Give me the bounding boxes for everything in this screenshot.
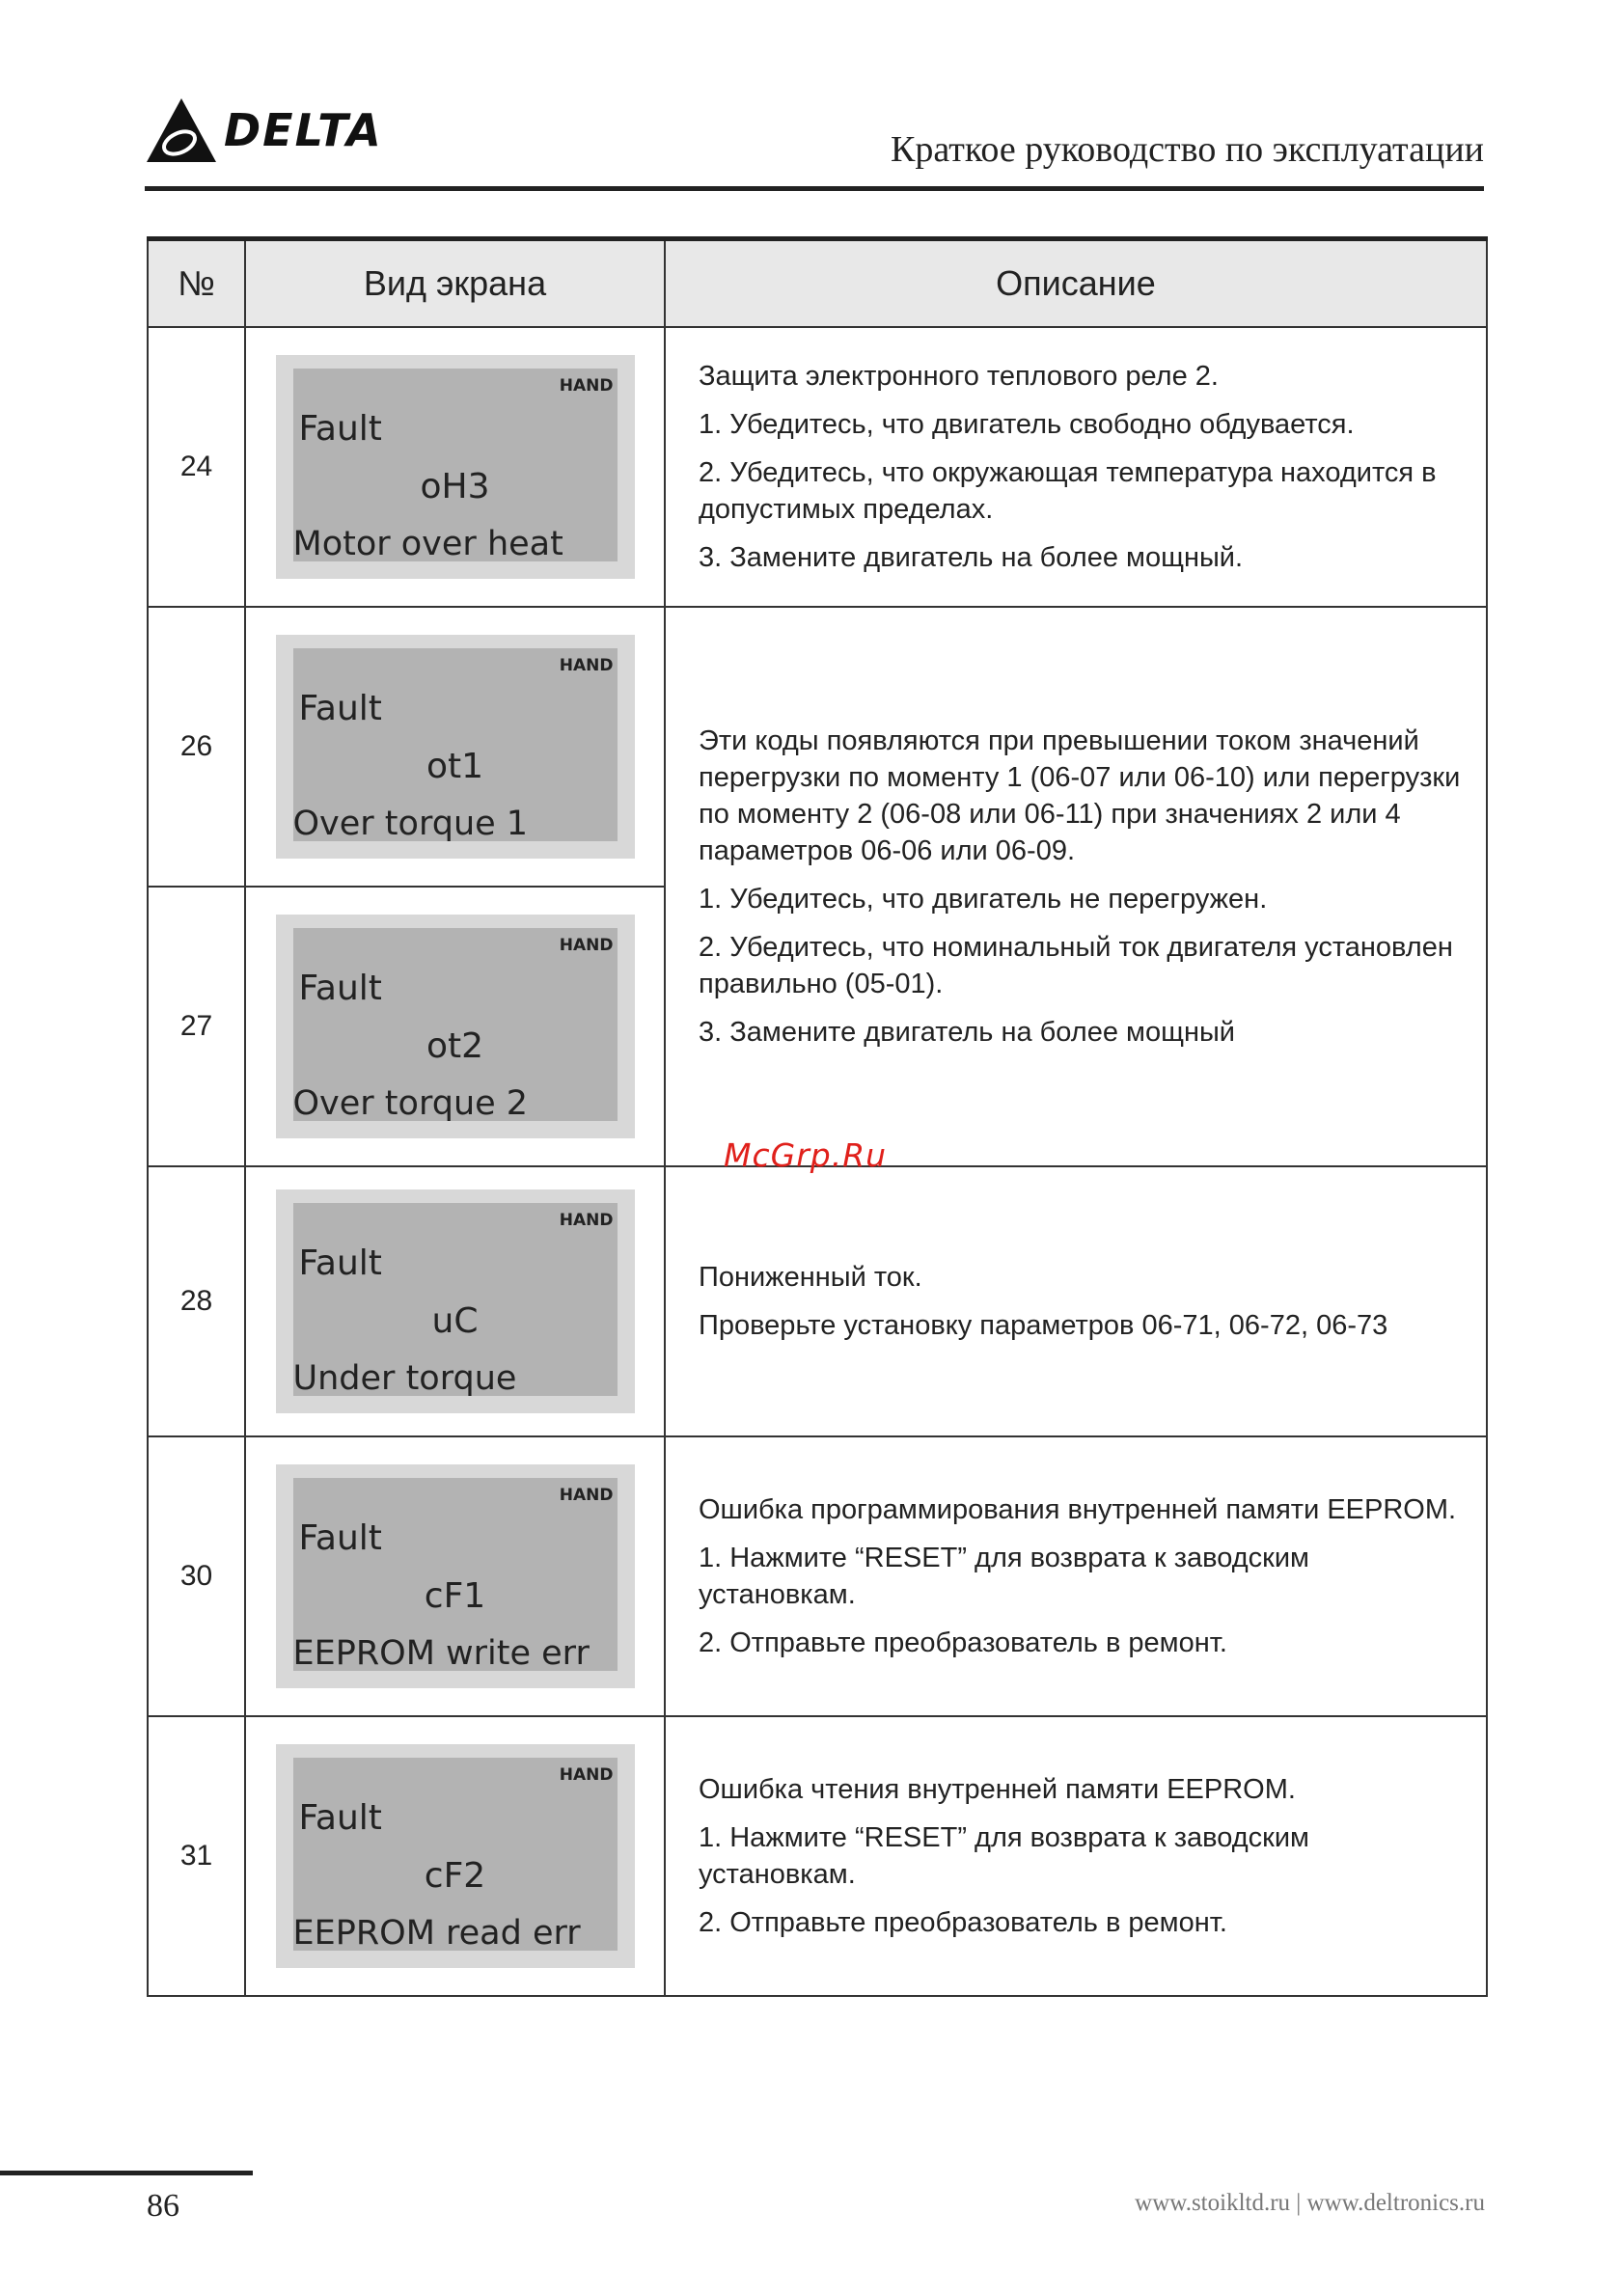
lcd-line-3: Over torque 2	[292, 1084, 529, 1123]
row-number: 30	[148, 1436, 245, 1716]
row-number: 26	[148, 607, 245, 887]
hand-indicator: HAND	[559, 936, 614, 955]
table-header-row	[148, 239, 1487, 328]
hand-indicator: HAND	[559, 656, 614, 675]
description-cell	[665, 607, 1487, 1166]
description-step: 1. Убедитесь, что двигатель не перегружен.	[699, 884, 1268, 915]
table-row	[148, 607, 1487, 887]
description-text: Ошибка программирования внутренней памяти EEPROM.	[699, 1494, 1457, 1525]
lcd-fault-code: ot2	[426, 1026, 484, 1066]
screen-cell	[245, 327, 665, 607]
screen-cell	[245, 1166, 665, 1436]
lcd-line-3: Under torque	[292, 1359, 517, 1398]
table-row	[148, 1436, 1487, 1716]
description-step: 1. Убедитесь, что двигатель свободно обдувается.	[699, 409, 1355, 440]
hand-indicator: HAND	[559, 1211, 614, 1230]
delta-triangle-icon	[145, 96, 218, 164]
row-number: 24	[148, 327, 245, 607]
description-step: 3. Замените двигатель на более мощный.	[699, 542, 1244, 573]
description-text: Ошибка чтения внутренней памяти EEPROM.	[699, 1774, 1296, 1805]
description-text: Эти коды появляются при превышении током значений перегрузки по моменту 1 (06-07 или 06-10) или перегрузки по моменту 2 (06-08 или 06-11) при значениях 2 или 4 параметров 06-06 или 06-09.	[699, 725, 1461, 866]
description-text: Пониженный ток.	[699, 1262, 922, 1293]
table-row	[148, 327, 1487, 607]
page-header	[145, 92, 1484, 191]
lcd-display	[276, 635, 635, 859]
screen-cell	[245, 1716, 665, 1996]
lcd-fault-code: cF1	[424, 1576, 486, 1616]
lcd-display	[276, 1464, 635, 1688]
logo-text: DELTA	[224, 104, 383, 156]
fault-codes-table	[147, 236, 1488, 1997]
footer-websites: www.stoikltd.ru | www.deltronics.ru	[1135, 2190, 1485, 2216]
hand-indicator: HAND	[559, 1765, 614, 1785]
lcd-line-3: Over torque 1	[292, 805, 529, 843]
description-step: 2. Убедитесь, что окружающая температура находится в допустимых пределах.	[699, 457, 1437, 525]
description-cell	[665, 327, 1487, 607]
footer-rule	[0, 2171, 253, 2175]
hand-indicator: HAND	[559, 376, 614, 396]
header-screen: Вид экрана	[245, 239, 665, 328]
description-step: 1. Нажмите “RESET” для возврата к заводским установкам.	[699, 1543, 1309, 1610]
screen-cell	[245, 887, 665, 1166]
description-cell	[665, 1166, 1487, 1436]
description-cell	[665, 1716, 1487, 1996]
screen-cell	[245, 607, 665, 887]
header-number: №	[148, 239, 245, 328]
watermark: McGrp.Ru	[724, 1136, 888, 1174]
table-row	[148, 1166, 1487, 1436]
description-step: 3. Замените двигатель на более мощный	[699, 1017, 1235, 1048]
lcd-line-1: Fault	[298, 1518, 382, 1558]
lcd-line-3: EEPROM read err	[292, 1914, 581, 1953]
lcd-line-3: Motor over heat	[292, 525, 563, 563]
screen-cell	[245, 1436, 665, 1716]
lcd-fault-code: uC	[431, 1301, 479, 1341]
description-step: 2. Отправьте преобразователь в ремонт.	[699, 1907, 1227, 1938]
lcd-fault-code: ot1	[426, 747, 484, 786]
description-step: 2. Убедитесь, что номинальный ток двигателя установлен правильно (05-01).	[699, 932, 1453, 999]
lcd-display	[276, 915, 635, 1138]
page-number: 86	[147, 2188, 179, 2224]
lcd-display	[276, 1189, 635, 1413]
lcd-display	[276, 1744, 635, 1968]
lcd-display	[276, 355, 635, 579]
delta-logo	[145, 92, 383, 169]
description-step: 2. Отправьте преобразователь в ремонт.	[699, 1627, 1227, 1658]
lcd-fault-code: cF2	[424, 1856, 486, 1896]
description-text: Защита электронного теплового реле 2.	[699, 361, 1219, 392]
lcd-line-1: Fault	[298, 969, 382, 1008]
document-title: Краткое руководство по эксплуатации	[891, 129, 1484, 170]
lcd-fault-code: oH3	[420, 467, 490, 506]
header-description: Описание	[665, 239, 1487, 328]
description-cell	[665, 1436, 1487, 1716]
lcd-line-1: Fault	[298, 409, 382, 449]
description-step: Проверьте установку параметров 06-71, 06-72, 06-73	[699, 1310, 1388, 1341]
row-number: 27	[148, 887, 245, 1166]
lcd-line-1: Fault	[298, 689, 382, 728]
lcd-line-3: EEPROM write err	[292, 1634, 590, 1673]
hand-indicator: HAND	[559, 1486, 614, 1505]
lcd-line-1: Fault	[298, 1798, 382, 1838]
lcd-line-1: Fault	[298, 1244, 382, 1283]
table-row	[148, 1716, 1487, 1996]
description-step: 1. Нажмите “RESET” для возврата к заводским установкам.	[699, 1822, 1309, 1890]
row-number: 31	[148, 1716, 245, 1996]
row-number: 28	[148, 1166, 245, 1436]
